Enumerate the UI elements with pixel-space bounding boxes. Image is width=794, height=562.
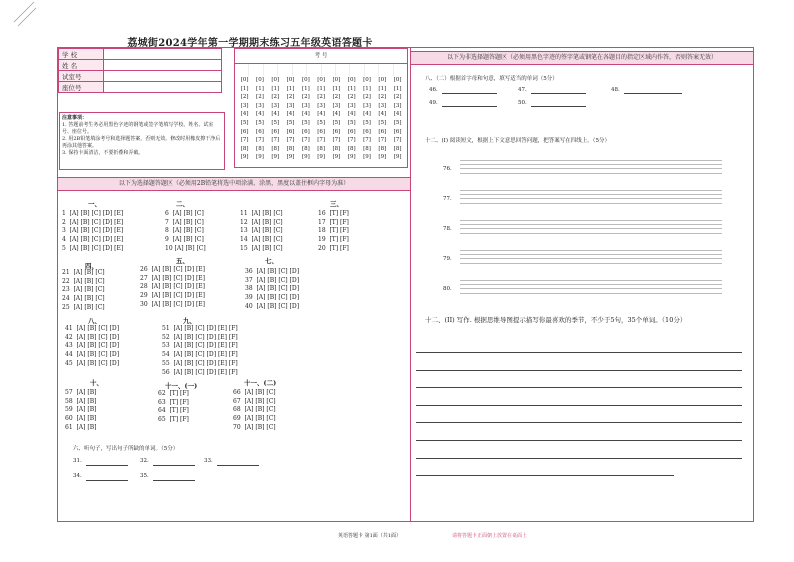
digit-bubble[interactable]: [3] <box>301 102 310 109</box>
digit-bubble[interactable]: [3] <box>271 102 280 109</box>
digit-bubble[interactable]: [0] <box>301 77 310 83</box>
digit-bubble[interactable]: [5] <box>332 119 341 126</box>
q31-label: 31. <box>73 458 82 464</box>
digit-bubble[interactable]: [0] <box>256 77 264 83</box>
choice-group-57-61[interactable]: 57 [A] [B] 58 [A] [B] 59 [A] [B] 60 [A] [B] 61 [A] [B] <box>65 389 97 431</box>
digit-bubble[interactable]: [1] <box>378 85 387 92</box>
digit-bubble[interactable]: [3] <box>332 102 341 109</box>
digit-bubble[interactable]: [0] <box>378 77 387 83</box>
digit-bubble[interactable]: [0] <box>286 77 295 83</box>
digit-bubble[interactable]: [4] <box>271 111 280 118</box>
info-label-seat: 座位号 <box>59 82 104 93</box>
digit-bubble[interactable]: [3] <box>378 102 387 109</box>
q47-label: 47. <box>518 87 527 93</box>
digit-bubble[interactable]: [9] <box>393 154 402 161</box>
four-line-row[interactable] <box>460 198 722 199</box>
digit-bubble[interactable]: [4] <box>393 111 402 118</box>
digit-bubble[interactable]: [0] <box>332 77 341 83</box>
four-line-row[interactable] <box>460 224 722 225</box>
digit-bubble[interactable]: [9] <box>271 154 280 161</box>
digit-bubble[interactable]: [4] <box>332 111 341 118</box>
digit-bubble[interactable]: [9] <box>240 154 249 161</box>
choice-group-62-65[interactable]: 62 [T] [F] 63 [T] [F] 64 [T] [F] 65 [T] [F] <box>158 390 189 424</box>
digit-bubble[interactable]: [1] <box>240 85 249 92</box>
q76-label: 76. <box>443 166 452 172</box>
digit-bubble[interactable]: [4] <box>347 111 356 118</box>
digit-bubble[interactable]: [3] <box>363 102 371 109</box>
four-line-row[interactable] <box>460 194 722 195</box>
digit-bubble[interactable]: [0] <box>363 77 371 83</box>
choice-group-1-5[interactable]: 1 [A] [B] [C] [D] [E] 2 [A] [B] [C] [D] [E] 3 [A] [B] [C] [D] [E] 4 [A] [B] [C] [D] [E] 5 [A] [B] [C] [D] [E] <box>62 210 124 252</box>
digit-bubble[interactable]: [9] <box>301 154 310 161</box>
four-line-row[interactable] <box>460 203 722 204</box>
digit-bubble[interactable]: [8] <box>378 145 387 152</box>
exam-number-column[interactable] <box>344 76 359 162</box>
section-9-label: 九、 <box>183 317 196 325</box>
exam-number-column[interactable] <box>268 76 283 162</box>
four-line-row[interactable] <box>460 280 722 281</box>
q32-line[interactable] <box>153 465 195 466</box>
exam-number-column[interactable] <box>359 76 374 162</box>
note-1: 1. 答题前考生务必用黑色字迹的钢笔或签字笔填写学校、姓名、试室号、座位号。 <box>62 122 214 135</box>
choice-group-6-10[interactable]: 6 [A] [B] [C] 7 [A] [B] [C] 8 [A] [B] [C] 9 [A] [B] [C] 10 [A] [B] [C] <box>165 210 206 252</box>
footer-page-info: 英语答题卡 第1面（共1面） <box>338 533 401 539</box>
four-line-row[interactable] <box>460 220 722 221</box>
choice-group-21-25[interactable]: 21 [A] [B] [C] 22 [A] [B] [C] 23 [A] [B] [C] 24 [A] [B] [C] 25 [A] [B] [C] <box>62 269 105 311</box>
name-field[interactable] <box>104 60 222 71</box>
digit-bubble[interactable]: [7] <box>271 137 280 144</box>
choice-group-16-20[interactable]: 16 [T] [F] 17 [T] [F] 18 [T] [F] 19 [T] [F] 20 [T] [F] <box>318 210 349 252</box>
q48-label: 48. <box>611 87 620 93</box>
q12-2-title: 十二、(II) 写作. 根据思维导图提示描写你最喜欢的季节，不少于5句，35个单词。（10分） <box>425 316 687 324</box>
digit-bubble[interactable]: [7] <box>347 137 356 144</box>
digit-bubble[interactable]: [5] <box>378 119 387 126</box>
writing-line[interactable] <box>416 352 742 353</box>
choice-group-41-45[interactable]: 41 [A] [B] [C] [D] 42 [A] [B] [C] [D] 43 [A] [B] [C] [D] 44 [A] [B] [C] [D] 45 [A] [B] [C] [D] <box>65 325 120 367</box>
digit-bubble[interactable]: [4] <box>363 111 371 118</box>
digit-bubble[interactable]: [1] <box>317 85 326 92</box>
digit-bubble[interactable]: [9] <box>332 154 341 161</box>
digit-bubble[interactable]: [5] <box>301 119 310 126</box>
digit-bubble[interactable]: [1] <box>347 85 356 92</box>
digit-bubble[interactable]: [2] <box>256 94 264 101</box>
q49-line[interactable] <box>442 106 497 107</box>
section-2-label: 二、 <box>176 200 189 208</box>
digit-bubble[interactable]: [6] <box>301 128 310 135</box>
digit-bubble[interactable]: [4] <box>240 111 249 118</box>
four-line-row[interactable] <box>460 190 722 191</box>
info-label-room: 试室号 <box>59 71 104 82</box>
digit-bubble[interactable]: [6] <box>393 128 402 135</box>
digit-bubble[interactable]: [0] <box>317 77 326 83</box>
digit-bubble[interactable]: [3] <box>347 102 356 109</box>
section-11-1-label: 十一、(一) <box>165 382 198 390</box>
section-7-label: 七、 <box>265 257 278 265</box>
digit-bubble[interactable]: [1] <box>332 85 341 92</box>
digit-bubble[interactable]: [7] <box>332 137 341 144</box>
four-line-row[interactable] <box>460 160 722 161</box>
choice-group-51-56[interactable]: 51 [A] [B] [C] [D] [E] [F] 52 [A] [B] [C] [D] [E] [F] 53 [A] [B] [C] [D] [E] [F] 54 [A] [B] [C] [D] [E] [F] 55 [A] [B] [C] [D] [E] [F] 56 [A] [B] [C] [D] [E] [F] <box>162 325 238 376</box>
digit-bubble[interactable]: [7] <box>301 137 310 144</box>
digit-bubble[interactable]: [9] <box>347 154 356 161</box>
digit-bubble[interactable]: [5] <box>317 119 326 126</box>
digit-bubble[interactable]: [2] <box>240 94 249 101</box>
digit-bubble[interactable]: [8] <box>347 145 356 152</box>
digit-bubble[interactable]: [6] <box>286 128 295 135</box>
choice-group-36-40[interactable]: 36 [A] [B] [C] [D] 37 [A] [B] [C] [D] 38 [A] [B] [C] [D] 39 [A] [B] [C] [D] 40 [A] [B] [C] [D] <box>245 268 300 310</box>
digit-bubble[interactable]: [9] <box>378 154 387 161</box>
four-line-row[interactable] <box>460 168 722 169</box>
digit-bubble[interactable]: [1] <box>393 85 402 92</box>
digit-bubble[interactable]: [6] <box>256 128 264 135</box>
q12-1-title: 十二、(I) 阅读短文，根据上下文意思回答问题，把答案写在四线上。（5分） <box>425 138 610 144</box>
choice-group-26-30[interactable]: 26 [A] [B] [C] [D] [E] 27 [A] [B] [C] [D] [E] 28 [A] [B] [C] [D] [E] 29 [A] [B] [C] [D] [E] 30 [A] [B] [C] [D] [E] <box>140 266 206 308</box>
exam-number-column[interactable] <box>329 76 344 162</box>
digit-bubble[interactable]: [5] <box>347 119 356 126</box>
four-line-row[interactable] <box>460 254 722 255</box>
digit-bubble[interactable]: [2] <box>393 94 402 101</box>
digit-bubble[interactable]: [3] <box>317 102 326 109</box>
digit-bubble[interactable]: [7] <box>378 137 387 144</box>
writing-line[interactable] <box>416 387 742 388</box>
footer-note: 请将答题卡正面朝上放置在桌面上 <box>452 533 528 539</box>
exam-number-label: 考 号 <box>235 49 407 64</box>
digit-bubble[interactable]: [6] <box>332 128 341 135</box>
corner-mark-icon <box>0 0 40 30</box>
digit-bubble[interactable]: [6] <box>271 128 280 135</box>
exam-number-column[interactable] <box>252 76 267 162</box>
digit-bubble[interactable]: [3] <box>393 102 402 109</box>
q35-line[interactable] <box>153 480 195 481</box>
digit-bubble[interactable]: [5] <box>363 119 371 126</box>
digit-bubble[interactable]: [6] <box>240 128 249 135</box>
four-line-row[interactable] <box>460 233 722 234</box>
digit-bubble[interactable]: [4] <box>378 111 387 118</box>
q33-label: 33. <box>204 458 213 464</box>
digit-bubble[interactable]: [2] <box>271 94 280 101</box>
digit-bubble[interactable]: [2] <box>332 94 341 101</box>
writing-line[interactable] <box>416 475 674 476</box>
q46-line[interactable] <box>442 93 497 94</box>
notes-heading: 注意事项： <box>62 115 88 121</box>
digit-bubble[interactable]: [3] <box>240 102 249 109</box>
four-line-row[interactable] <box>460 250 722 251</box>
four-line-row[interactable] <box>460 228 722 229</box>
digit-bubble[interactable]: [4] <box>301 111 310 118</box>
four-line-row[interactable] <box>460 288 722 289</box>
left-instruction-bar: 以下为选择题答题区（必须用2B铅笔将选中项涂满、涂黑，黑度以盖住框内字母为准） <box>57 177 411 191</box>
exam-number-bubble-grid[interactable] <box>235 76 407 162</box>
q79-label: 79. <box>443 256 452 262</box>
digit-bubble[interactable]: [5] <box>271 119 280 126</box>
section-3-label: 三、 <box>330 200 343 208</box>
q6-title: 六、听句子，写出句子所缺的单词。（5分） <box>73 446 179 452</box>
digit-bubble[interactable]: [8] <box>301 145 310 152</box>
exam-number-column[interactable] <box>283 76 298 162</box>
q32-label: 32. <box>140 458 149 464</box>
digit-bubble[interactable]: [2] <box>378 94 387 101</box>
digit-bubble[interactable]: [7] <box>286 137 295 144</box>
digit-bubble[interactable]: [1] <box>286 85 295 92</box>
digit-bubble[interactable]: [2] <box>286 94 295 101</box>
section-1-label: 一、 <box>88 200 101 208</box>
choice-group-11-15[interactable]: 11 [A] [B] [C] 12 [A] [B] [C] 13 [A] [B] [C] 14 [A] [B] [C] 15 [A] [B] [C] <box>240 210 283 252</box>
digit-bubble[interactable]: [7] <box>256 137 264 144</box>
digit-bubble[interactable]: [7] <box>363 137 371 144</box>
digit-bubble[interactable]: [2] <box>347 94 356 101</box>
digit-bubble[interactable]: [9] <box>286 154 295 161</box>
digit-bubble[interactable]: [6] <box>378 128 387 135</box>
exam-number-column[interactable] <box>237 76 252 162</box>
digit-bubble[interactable]: [7] <box>393 137 402 144</box>
digit-bubble[interactable]: [2] <box>301 94 310 101</box>
digit-bubble[interactable]: [9] <box>317 154 326 161</box>
note-2: 2. 用2B铅笔填涂考号和选择题答案，否则无效。修改时用橡皮擦干净后再涂其他答案。 <box>62 136 221 149</box>
q50-line[interactable] <box>531 106 586 107</box>
digit-bubble[interactable]: [7] <box>240 137 249 144</box>
q8-2-title: 八、（二）根据首字母和句意，填写适当的单词（5分） <box>425 76 558 82</box>
four-line-row[interactable] <box>460 263 722 264</box>
four-line-row[interactable] <box>460 284 722 285</box>
digit-bubble[interactable]: [2] <box>317 94 326 101</box>
q31-line[interactable] <box>86 465 128 466</box>
digit-bubble[interactable]: [5] <box>393 119 402 126</box>
four-line-row[interactable] <box>460 258 722 259</box>
digit-bubble[interactable]: [8] <box>317 145 326 152</box>
exam-number-column[interactable] <box>298 76 313 162</box>
q34-line[interactable] <box>86 480 128 481</box>
page-title: 荔城街2024学年第一学期期末练习五年级英语答题卡 <box>127 38 373 49</box>
q78-label: 78. <box>443 226 452 232</box>
school-field[interactable] <box>104 49 222 60</box>
digit-bubble[interactable]: [9] <box>256 154 264 161</box>
note-3: 3. 保持卡面清洁，不要折叠和弄破。 <box>62 150 144 156</box>
q35-label: 35. <box>140 473 149 479</box>
digit-bubble[interactable]: [1] <box>363 85 371 92</box>
q48-line[interactable] <box>624 93 682 94</box>
writing-line[interactable] <box>416 422 742 423</box>
writing-line[interactable] <box>416 458 742 459</box>
info-label-school: 学 校 <box>59 49 104 60</box>
q50-label: 50. <box>518 100 527 106</box>
section-8-label: 八、 <box>88 317 101 325</box>
q80-label: 80. <box>443 286 452 292</box>
exam-number-column[interactable] <box>375 76 390 162</box>
digit-bubble[interactable]: [5] <box>240 119 249 126</box>
four-line-row[interactable] <box>460 164 722 165</box>
digit-bubble[interactable]: [8] <box>393 145 402 152</box>
q47-line[interactable] <box>531 93 586 94</box>
writing-line[interactable] <box>416 440 742 441</box>
digit-bubble[interactable]: [1] <box>271 85 280 92</box>
digit-bubble[interactable]: [6] <box>317 128 326 135</box>
q33-line[interactable] <box>217 465 259 466</box>
digit-bubble[interactable]: [3] <box>286 102 295 109</box>
digit-bubble[interactable]: [8] <box>256 145 264 152</box>
exam-number-column[interactable] <box>313 76 328 162</box>
writing-line[interactable] <box>416 370 742 371</box>
digit-bubble[interactable]: [4] <box>256 111 264 118</box>
right-instruction-bar: 以下为非选择题答题区（必须用黑色字迹的签字笔或钢笔在各题目的指定区域内作答，否则答案无效） <box>410 51 754 65</box>
digit-bubble[interactable]: [0] <box>271 77 280 83</box>
q77-label: 77. <box>443 196 452 202</box>
digit-bubble[interactable]: [0] <box>393 77 402 83</box>
section-11-2-label: 十一、(二) <box>244 379 277 387</box>
digit-bubble[interactable]: [1] <box>256 85 264 92</box>
digit-bubble[interactable]: [2] <box>363 94 371 101</box>
four-line-row[interactable] <box>460 293 722 294</box>
digit-bubble[interactable]: [8] <box>286 145 295 152</box>
seat-field[interactable] <box>104 82 222 93</box>
digit-bubble[interactable]: [1] <box>301 85 310 92</box>
digit-bubble[interactable]: [9] <box>363 154 371 161</box>
q46-label: 46. <box>429 87 438 93</box>
digit-bubble[interactable]: [6] <box>347 128 356 135</box>
section-5-label: 五、 <box>176 257 189 265</box>
writing-line[interactable] <box>416 405 742 406</box>
digit-bubble[interactable]: [8] <box>332 145 341 152</box>
section-4-label: 四、 <box>85 262 98 270</box>
exam-number-write-row[interactable] <box>235 64 407 76</box>
digit-bubble[interactable]: [8] <box>363 145 371 152</box>
exam-number-column[interactable] <box>390 76 405 162</box>
digit-bubble[interactable]: [5] <box>286 119 295 126</box>
section-10-label: 十、 <box>90 379 103 387</box>
notes-box <box>59 112 225 170</box>
digit-bubble[interactable]: [7] <box>317 137 326 144</box>
student-info-table <box>58 48 222 93</box>
digit-bubble[interactable]: [4] <box>317 111 326 118</box>
digit-bubble[interactable]: [0] <box>347 77 356 83</box>
exam-number-box <box>234 48 408 168</box>
q34-label: 34. <box>73 473 82 479</box>
q49-label: 49. <box>429 100 438 106</box>
choice-group-66-70[interactable]: 66 [A] [B] [C] 67 [A] [B] [C] 68 [A] [B] [C] 69 [A] [B] [C] 70 [A] [B] [C] <box>233 389 276 431</box>
digit-bubble[interactable]: [5] <box>256 119 264 126</box>
digit-bubble[interactable]: [4] <box>286 111 295 118</box>
digit-bubble[interactable]: [3] <box>256 102 264 109</box>
digit-bubble[interactable]: [8] <box>240 145 249 152</box>
four-line-row[interactable] <box>460 173 722 174</box>
info-label-name: 姓 名 <box>59 60 104 71</box>
room-field[interactable] <box>104 71 222 82</box>
digit-bubble[interactable]: [0] <box>240 77 249 83</box>
digit-bubble[interactable]: [6] <box>363 128 371 135</box>
digit-bubble[interactable]: [8] <box>271 145 280 152</box>
